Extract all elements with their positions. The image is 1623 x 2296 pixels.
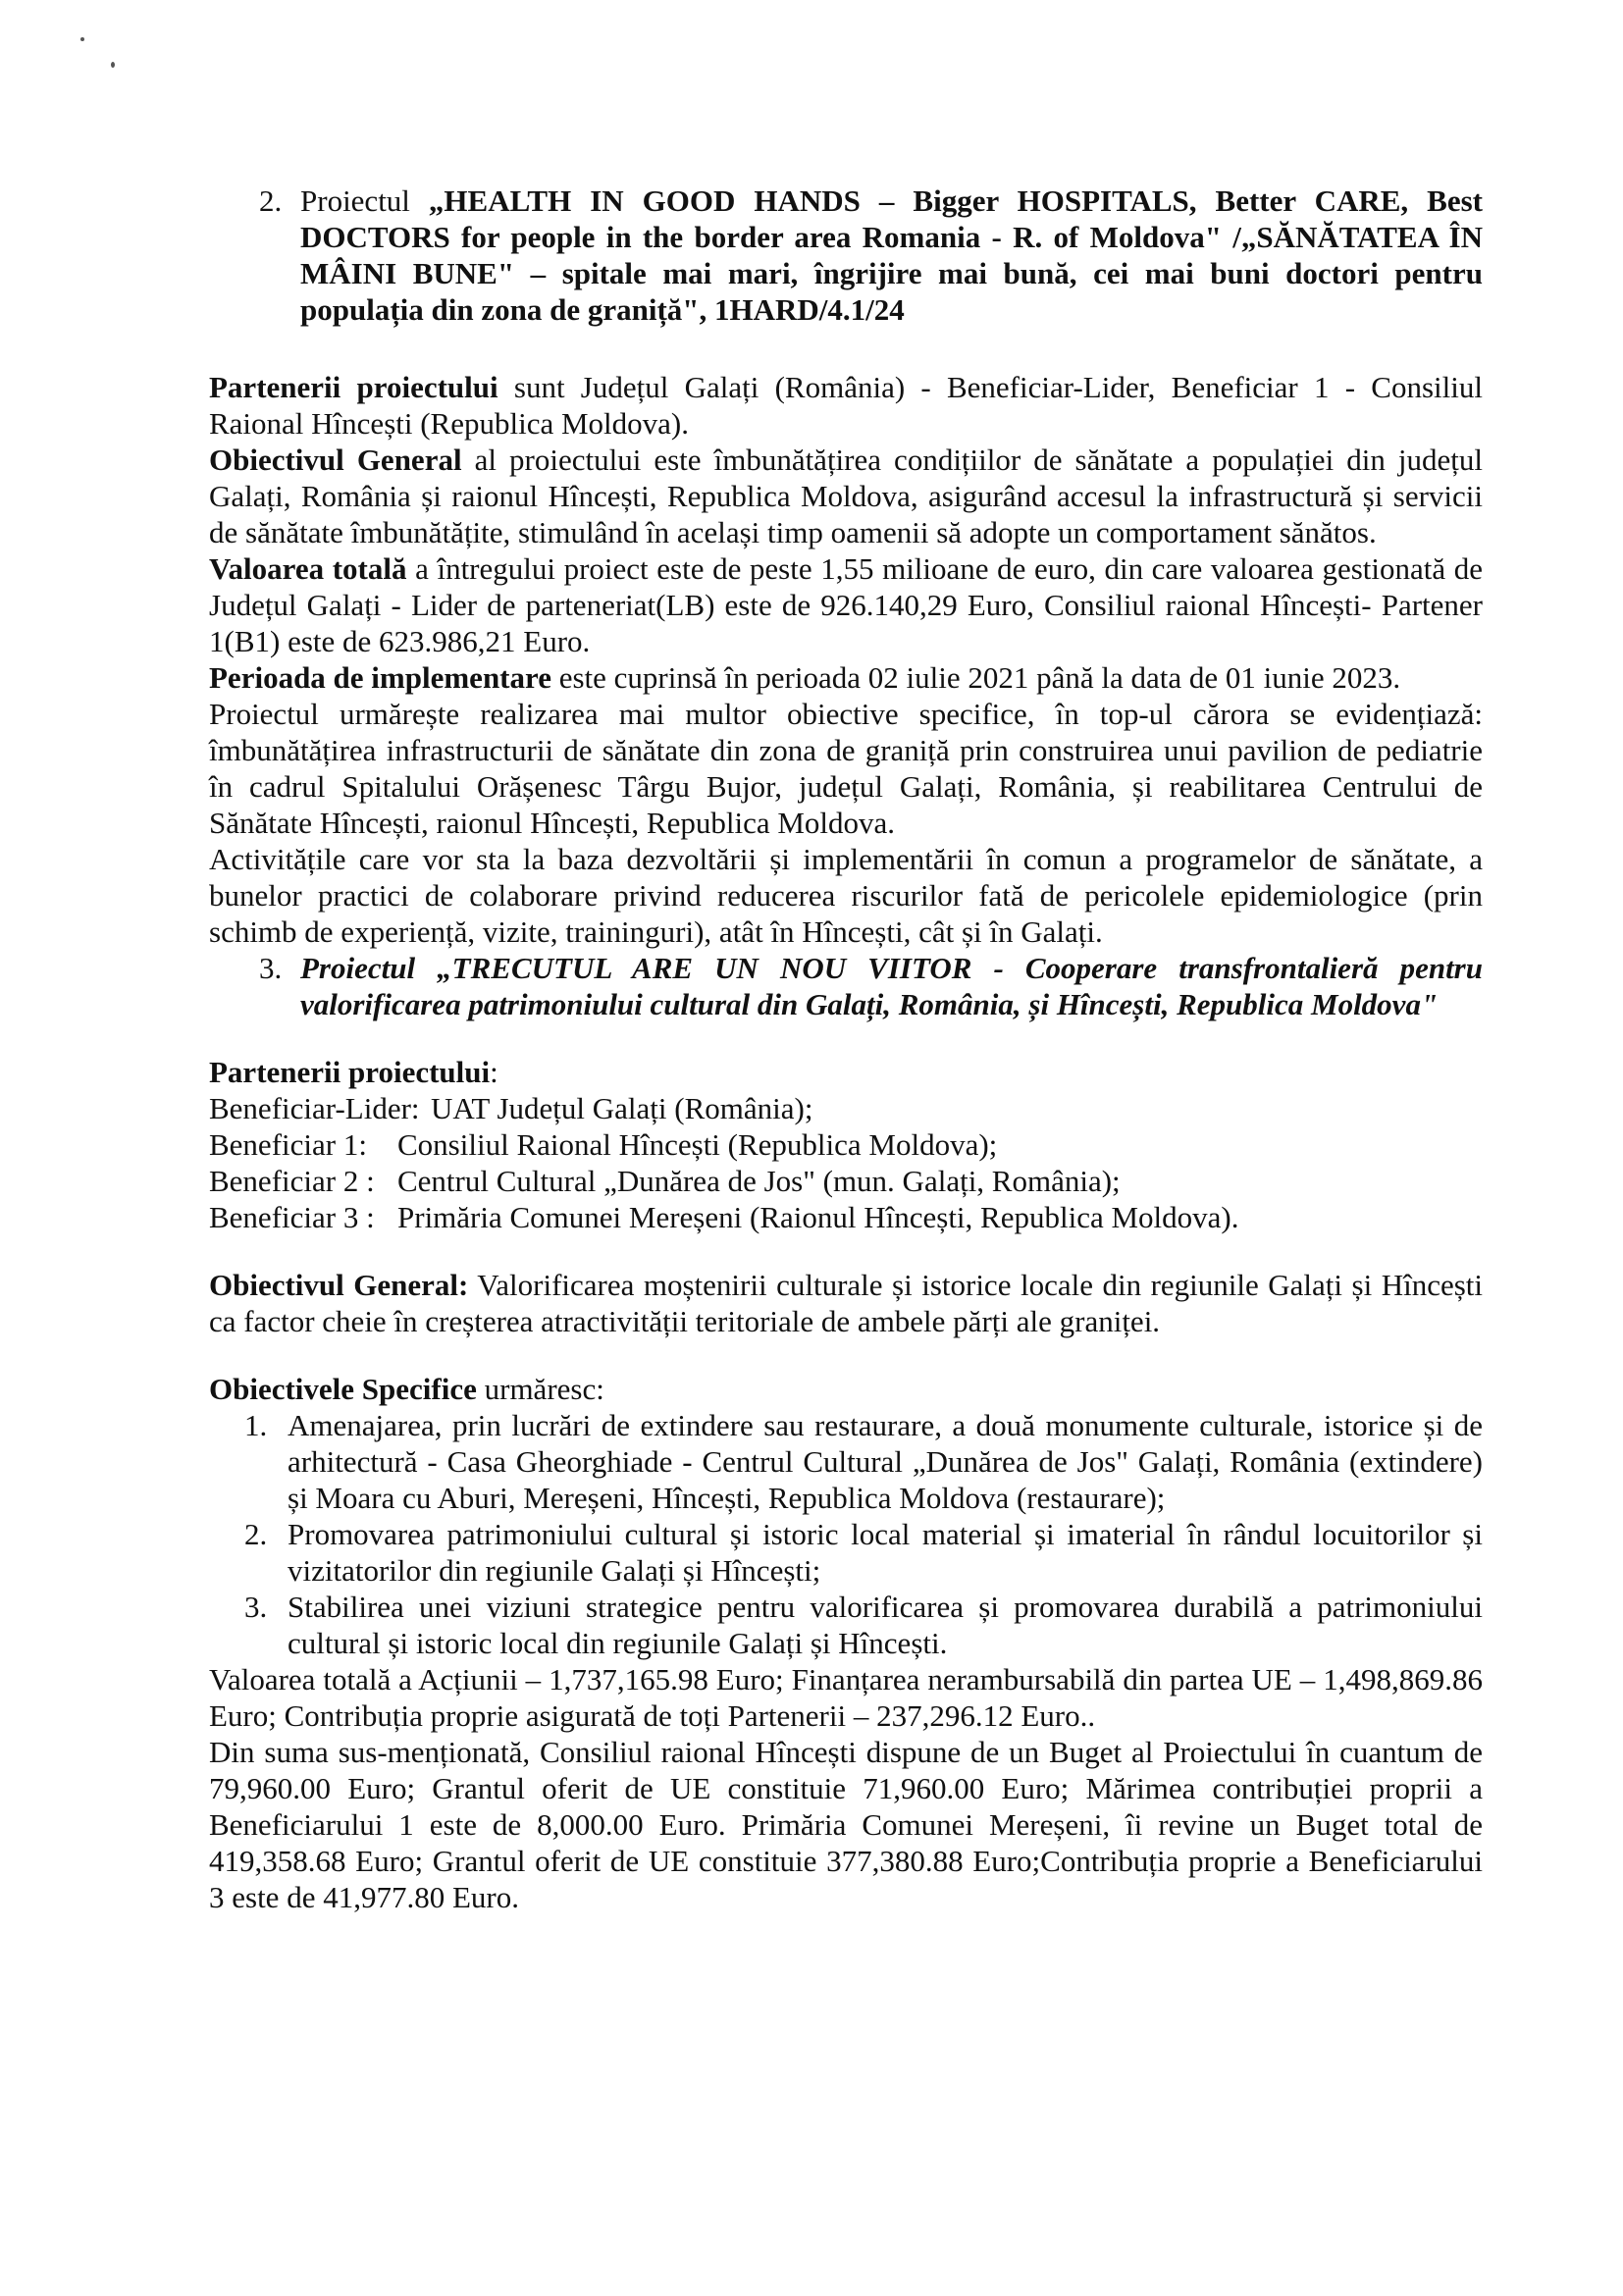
partner-value: Centrul Cultural „Dunărea de Jos" (mun. Galați, România); [397, 1164, 1121, 1198]
list-number: 3. [244, 1590, 268, 1624]
project-3-partners-heading: Partenerii proiectului: [209, 1055, 498, 1089]
list-text: Promovarea patrimoniului cultural și istoric local material și imaterial în rândul locuitorilor și vizitatorilor din regiunile Galați și Hîncești; [288, 1517, 1483, 1588]
project-2-heading [259, 183, 1483, 328]
list-number: 2. [244, 1517, 268, 1551]
project-2-objective [209, 442, 1483, 550]
partner-label: Beneficiar 2 : [209, 1164, 375, 1198]
project-2-value-text: a întregului proiect este de peste 1,55 milioane de euro, din care valoarea gestionată de Județul Galați - Lider de parteneriat(LB) este de 926.140,29 Euro, Consiliul raional Hîncești- Partener 1(B1) este de 623.986,21 Euro. [209, 551, 1483, 658]
project-2-goals: Proiectul urmărește realizarea mai multor obiective specifice, în top-ul cărora se evidențiază: îmbunătățirea infrastructurii de sănătate din zona de graniță prin construirea unui pavilion de pediatrie în cadrul Spitalului Orășenesc Târgu Bujor, județul Galați, România, și reabilitarea Centrului de Sănătate Hîncești, raionul Hîncești, Republica Moldova. [209, 697, 1483, 840]
project-3-heading [259, 950, 1483, 1022]
partner-label: Beneficiar 3 : [209, 1200, 375, 1234]
project-2-number: 2. [259, 183, 283, 218]
project-2-partners [209, 369, 1483, 442]
partner-value: Consiliul Raional Hîncești (Republica Moldova); [397, 1127, 998, 1162]
specific-objective-item [244, 1516, 1483, 1589]
project-3-partners-heading-label: Partenerii proiectului [209, 1055, 491, 1089]
specific-objective-item [244, 1589, 1483, 1661]
project-3-objective-text: Valorificarea moștenirii culturale și istorice locale din regiunile Galați și Hîncești ca factor cheie în creșterea atractivității teritoriale de ambele părți ale graniței. [209, 1268, 1484, 1338]
project-2-value [209, 550, 1483, 659]
project-3-title: Proiectul „TRECUTUL ARE UN NOU VIITOR - Cooperare transfrontalieră pentru valorificarea patrimoniului cultural din Galați, România, și Hîncești, Republica Moldova" [300, 951, 1483, 1021]
partner-value: Primăria Comunei Mereșeni (Raionul Hîncești, Republica Moldova). [397, 1200, 1239, 1234]
project-2-period-label: Perioada de implementare [209, 660, 551, 695]
project-2-prefix: Proiectul [300, 183, 429, 218]
partner-label: Beneficiar-Lider: [209, 1091, 420, 1125]
partner-label: Beneficiar 1: [209, 1127, 367, 1162]
scan-speck [111, 62, 115, 68]
partner-row-lider [209, 1090, 1483, 1126]
project-2-value-label: Valoarea totală [209, 551, 407, 586]
project-2-objective-label: Obiectivul General [209, 443, 462, 477]
project-3-objective [209, 1267, 1483, 1339]
partner-row-1 [209, 1126, 1483, 1163]
document-body [209, 183, 1483, 1915]
project-3-objective-label: Obiectivul General: [209, 1268, 469, 1302]
project-2-activities: Activitățile care vor sta la baza dezvoltării și implementării în comun a programelor de sănătate, a bunelor practici de colaborare privind reducerea riscurilor fată de pericolele epidemiologice (prin schimb de experiență, vizite, traininguri), atât în Hîncești, cât și în Galați. [209, 842, 1483, 949]
project-3-budget: Din suma sus-menționată, Consiliul raional Hîncești dispune de un Buget al Proiectului în cuantum de 79,960.00 Euro; Grantul oferit de UE constituie 71,960.00 Euro; Mărimea contribuției proprii a Beneficiarului 1 este de 8,000.00 Euro. Primăria Comunei Mereșeni, îi revine un Buget total de 419,358.68 Euro; Grantul oferit de UE constituie 377,380.88 Euro;Contribuția proprie a Beneficiarului 3 este de 41,977.80 Euro. [209, 1735, 1483, 1914]
partner-row-3 [209, 1199, 1483, 1235]
project-2-objective-text: al proiectului este îmbunătățirea condițiilor de sănătate a populației din județul Galați, România și raionul Hîncești, Republica Moldova, asigurând accesul la infrastructură și servicii de sănătate îmbunătățite, stimulând în același timp oamenii să adopte un comportament sănătos. [209, 443, 1483, 549]
list-text: Stabilirea unei viziuni strategice pentru valorificarea și promovarea durabilă a patrimoniului cultural și istoric local din regiunile Galați și Hîncești. [288, 1590, 1483, 1660]
project-2-partners-text: sunt Județul Galați (România) - Beneficiar-Lider, Beneficiar 1 - Consiliul Raional Hîncești (Republica Moldova). [209, 370, 1484, 441]
project-2-period [209, 659, 1483, 696]
project-3-specific-text: urmăresc: [476, 1372, 604, 1406]
specific-objective-item [244, 1407, 1483, 1516]
partner-value: UAT Județul Galați (România); [431, 1091, 813, 1125]
project-3-value: Valoarea totală a Acțiunii – 1,737,165.98 Euro; Finanțarea nerambursabilă din partea UE – 1,498,869.86 Euro; Contribuția proprie asigurată de toți Partenerii – 237,296.12 Euro.. [209, 1662, 1483, 1733]
list-number: 1. [244, 1408, 268, 1442]
project-3-specific-label: Obiectivele Specifice [209, 1372, 477, 1406]
project-2-partners-label: Partenerii proiectului [209, 370, 498, 404]
scan-speck [80, 37, 84, 41]
partner-row-2 [209, 1163, 1483, 1199]
project-2-period-text: este cuprinsă în perioada 02 iulie 2021 până la data de 01 iunie 2023. [550, 660, 1401, 695]
list-text: Amenajarea, prin lucrări de extindere sau restaurare, a două monumente culturale, istorice și de arhitectură - Casa Gheorghiade - Centrul Cultural „Dunărea de Jos" Galați, România (extindere) și Moara cu Aburi, Mereșeni, Hîncești, Republica Moldova (restaurare); [288, 1408, 1483, 1515]
project-3-specific-heading [209, 1371, 1483, 1407]
project-2-title: „HEALTH IN GOOD HANDS – Bigger HOSPITALS, Better CARE, Best DOCTORS for people in the border area Romania - R. of Moldova" /„SĂNĂTATEA ÎN MÂINI BUNE" – spitale mai mari, îngrijire mai bună, cei mai buni doctori pentru populația din zona de graniță", 1HARD/4.1/24 [300, 183, 1483, 327]
project-3-number: 3. [259, 951, 283, 985]
